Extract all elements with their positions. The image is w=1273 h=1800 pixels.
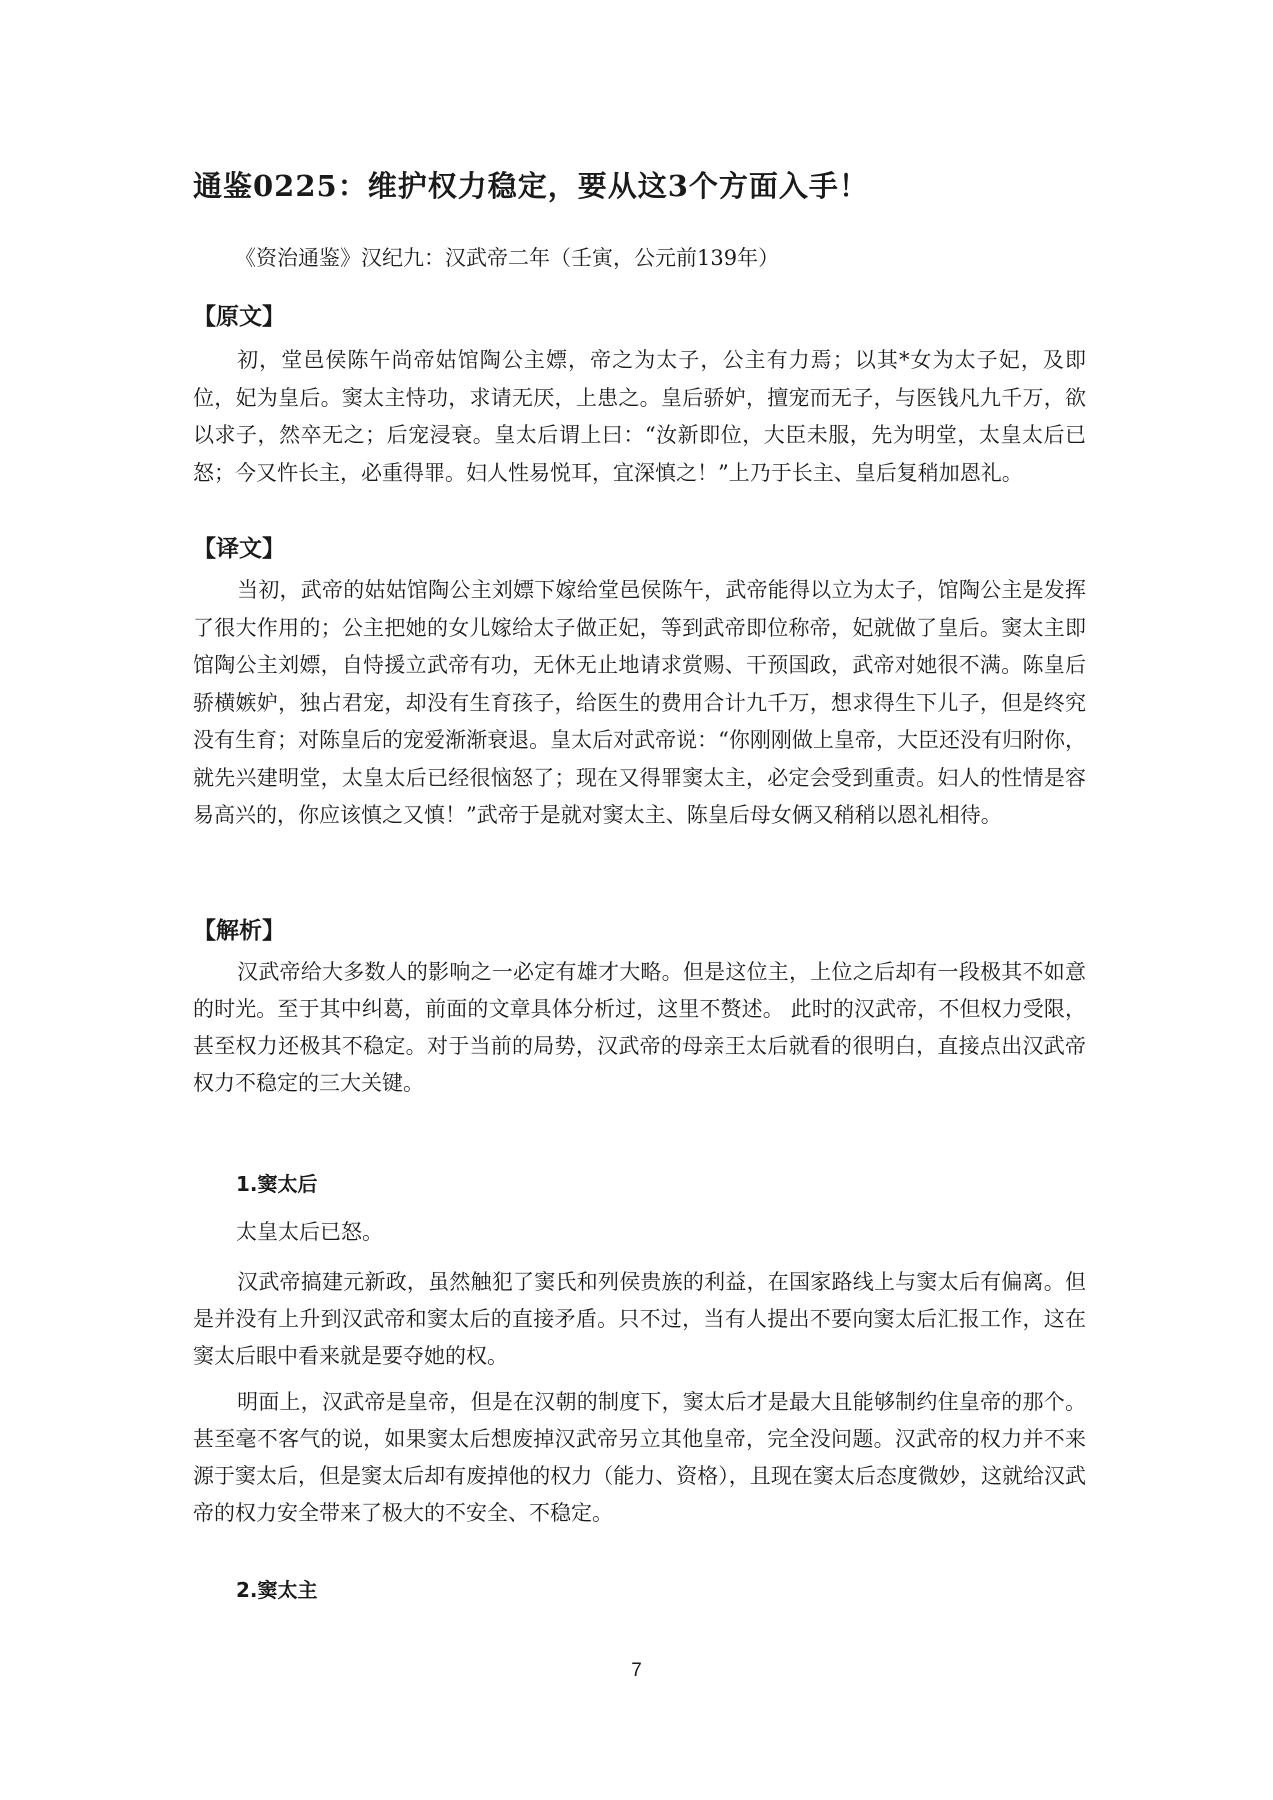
source-line: 《资治通鉴》汉纪九：汉武帝二年（壬寅，公元前139年）	[235, 246, 780, 270]
section-1-quote: 太皇太后已怒。	[236, 1220, 383, 1244]
page-title: 通鉴0225：维护权力稳定，要从这3个方面入手！	[193, 169, 869, 203]
original-heading: 【原文】	[193, 304, 285, 330]
section-1-paragraph-1: 汉武帝搞建元新政，虽然触犯了窦氏和列侯贵族的利益，在国家路线上与窦太后有偏离。但是并没有上升到汉武帝和窦太后的直接矛盾。只不过，当有人提出不要向窦太后汇报工作，这在窦太后眼中看来就是要夺她的权。	[193, 1270, 1086, 1368]
translation-heading: 【译文】	[193, 536, 285, 562]
page-number: 7	[631, 1660, 642, 1681]
original-text: 初，堂邑侯陈午尚帝姑馆陶公主嫖，帝之为太子，公主有力焉；以其*女为太子妃，及即位，妃为皇后。窦太主恃功，求请无厌，上患之。皇后骄妒，擅宠而无子，与医钱凡九千万，欲以求子，然卒无之；后宠浸衰。皇太后谓上曰：“汝新即位，大臣未服，先为明堂，太皇太后已怒；今又忤长主，必重得罪。妇人性易悦耳，宜深慎之！”上乃于长主、皇后复稍加恩礼。	[193, 348, 1086, 485]
section-2-heading: 2.窦太主	[236, 1578, 318, 1602]
translation-text: 当初，武帝的姑姑馆陶公主刘嫖下嫁给堂邑侯陈午，武帝能得以立为太子，馆陶公主是发挥了很大作用的；公主把她的女儿嫁给太子做正妃，等到武帝即位称帝，妃就做了皇后。窦太主即馆陶公主刘嫖，自恃援立武帝有功，无休无止地请求赏赐、干预国政，武帝对她很不满。陈皇后骄横嫉妒，独占君宠，却没有生育孩子，给医生的费用合计九千万，想求得生下儿子，但是终究没有生育；对陈皇后的宠爱渐渐衰退。皇太后对武帝说：“你刚刚做上皇帝，大臣还没有归附你，就先兴建明堂，太皇太后已经很恼怒了；现在又得罪窦太主，必定会受到重责。妇人的性情是容易高兴的，你应该慎之又慎！”武帝于是就对窦太主、陈皇后母女俩又稍稍以恩礼相待。	[193, 578, 1086, 827]
analysis-heading: 【解析】	[193, 918, 285, 944]
analysis-text: 汉武帝给大多数人的影响之一必定有雄才大略。但是这位主，上位之后却有一段极其不如意的时光。至于其中纠葛，前面的文章具体分析过，这里不赘述。 此时的汉武帝，不但权力受限，甚至权力还极其不稳定。对于当前的局势，汉武帝的母亲王太后就看的很明白，直接点出汉武帝权力不稳定的三大关键。	[193, 960, 1086, 1095]
section-1-paragraph-2: 明面上，汉武帝是皇帝，但是在汉朝的制度下，窦太后才是最大且能够制约住皇帝的那个。甚至毫不客气的说，如果窦太后想废掉汉武帝另立其他皇帝，完全没问题。汉武帝的权力并不来源于窦太后，但是窦太后却有废掉他的权力（能力、资格），且现在窦太后态度微妙，这就给汉武帝的权力安全带来了极大的不安全、不稳定。	[193, 1390, 1086, 1525]
section-1-heading: 1.窦太后	[236, 1172, 318, 1196]
